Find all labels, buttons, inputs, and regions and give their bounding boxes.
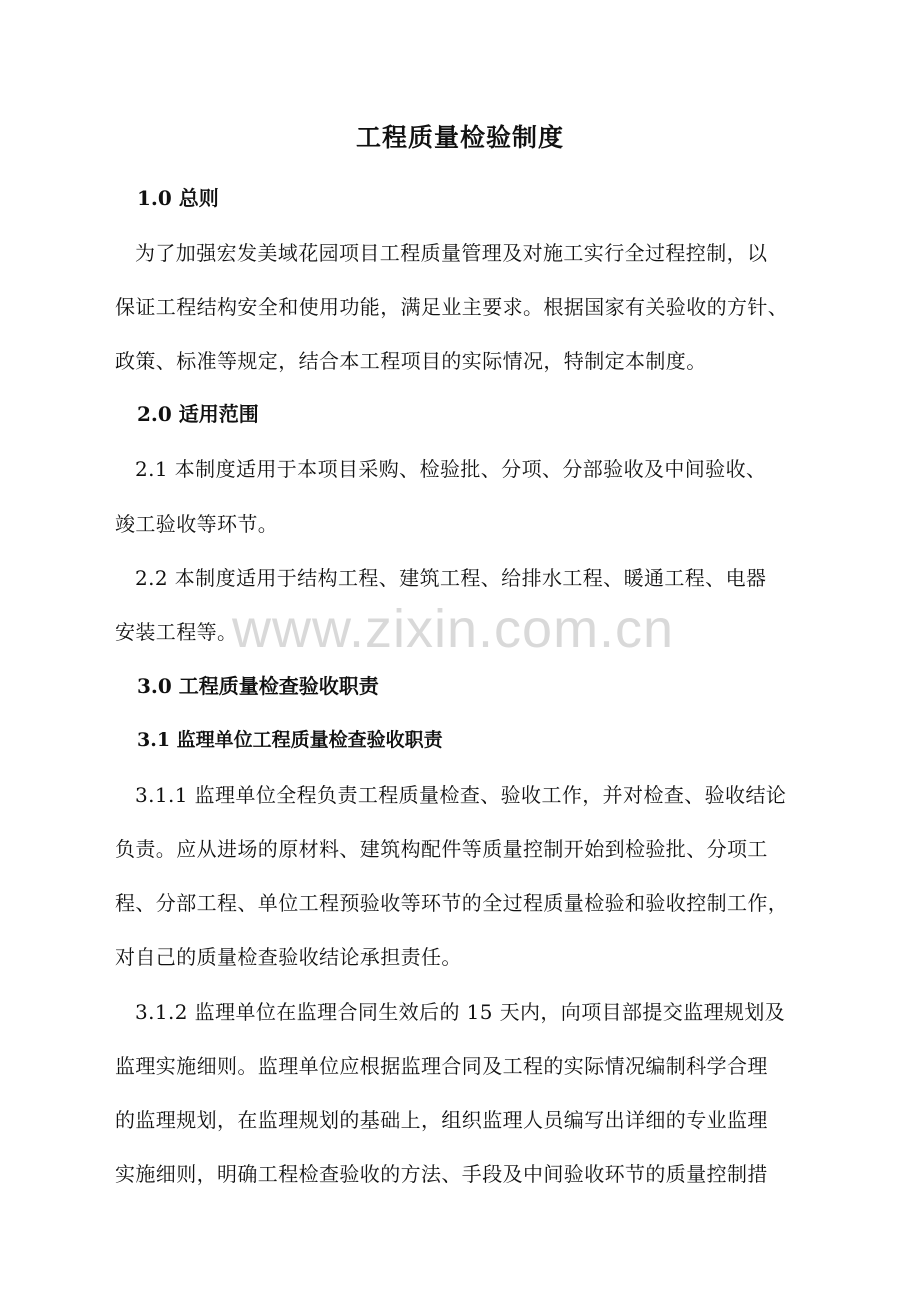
- paragraph-line: 竣工验收等环节。: [115, 512, 279, 536]
- paragraph-line: 3.1.1 监理单位全程负责工程质量检查、验收工作，并对检查、验收结论: [135, 783, 787, 807]
- paragraph-line: 程、分部工程、单位工程预验收等环节的全过程质量检验和验收控制工作，: [115, 891, 789, 915]
- document-title: 工程质量检验制度: [355, 123, 564, 152]
- section-heading-responsibilities: 3.0 工程质量检查验收职责: [137, 674, 379, 698]
- subsection-heading-supervision: 3.1 监理单位工程质量检查验收职责: [137, 729, 443, 751]
- paragraph-line: 2.1 本制度适用于本项目采购、检验批、分项、分部验收及中间验收、: [135, 457, 767, 481]
- paragraph-line: 为了加强宏发美域花园项目工程质量管理及对施工实行全过程控制，以: [135, 241, 768, 265]
- paragraph-line: 2.2 本制度适用于结构工程、建筑工程、给排水工程、暖通工程、电器: [135, 566, 767, 590]
- section-heading-general: 1.0 总则: [137, 186, 219, 210]
- paragraph-line: 3.1.2 监理单位在监理合同生效后的 15 天内，向项目部提交监理规划及: [135, 1000, 786, 1024]
- paragraph-line: 负责。应从进场的原材料、建筑构配件等质量控制开始到检验批、分项工: [115, 837, 768, 861]
- paragraph-line: 安装工程等。: [115, 620, 238, 644]
- paragraph-line: 的监理规划，在监理规划的基础上，组织监理人员编写出详细的专业监理: [115, 1108, 768, 1132]
- paragraph-line: 实施细则，明确工程检查验收的方法、手段及中间验收环节的质量控制措: [115, 1162, 768, 1186]
- section-heading-scope: 2.0 适用范围: [137, 402, 259, 426]
- watermark-text: www.zixin.com.cn: [232, 599, 675, 659]
- paragraph-line: 政策、标准等规定，结合本工程项目的实际情况，特制定本制度。: [115, 349, 707, 373]
- paragraph-line: 对自己的质量检查验收结论承担责任。: [115, 945, 462, 969]
- paragraph-line: 保证工程结构安全和使用功能，满足业主要求。根据国家有关验收的方针、: [115, 295, 789, 319]
- paragraph-line: 监理实施细则。监理单位应根据监理合同及工程的实际情况编制科学合理: [115, 1054, 768, 1078]
